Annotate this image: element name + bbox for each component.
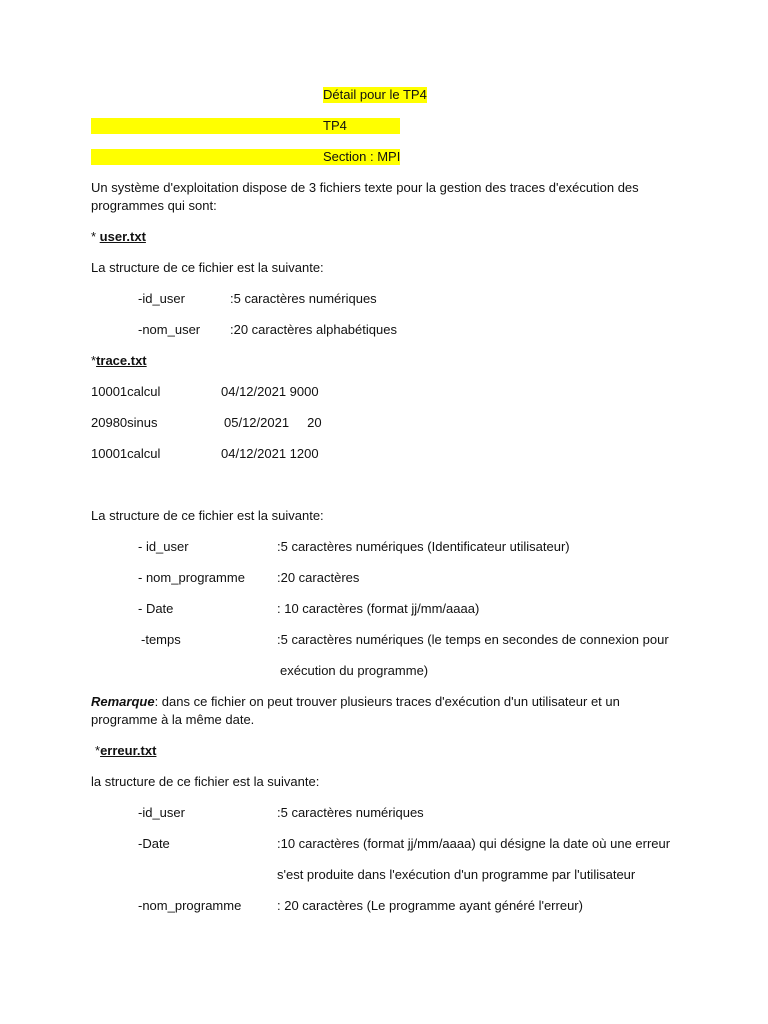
user-file-bullet: * xyxy=(91,229,100,244)
intro-paragraph: Un système d'exploitation dispose de 3 fichiers texte pour la gestion des traces d'exécution des programmes qui sont: xyxy=(91,180,639,213)
trace-field-name: - id_user xyxy=(138,539,189,554)
erreur-field-name: -nom_programme xyxy=(138,898,242,913)
user-field-name: -nom_user xyxy=(138,322,201,337)
trace-structure-intro: La structure de ce fichier est la suivante: xyxy=(91,508,324,523)
erreur-file-bullet: * xyxy=(95,743,101,758)
trace-file-heading xyxy=(91,353,147,369)
trace-record-value: 04/12/2021 1200 xyxy=(221,446,319,461)
trace-field-name: -temps xyxy=(141,632,181,647)
trace-record-value: 05/12/2021 20 xyxy=(224,415,322,430)
user-file-heading xyxy=(91,229,146,245)
trace-file-name: trace.txt xyxy=(96,353,147,368)
trace-field-continuation: exécution du programme) xyxy=(280,663,429,678)
trace-field-desc: :5 caractères numériques (le temps en secondes de connexion pour xyxy=(277,632,669,647)
erreur-field-name: -id_user xyxy=(138,805,185,820)
erreur-field-desc: :10 caractères (format jj/mm/aaaa) qui désigne la date où une erreur xyxy=(277,836,671,851)
user-field-name: -id_user xyxy=(138,291,185,306)
remark-paragraph xyxy=(91,693,681,729)
trace-field-name: - Date xyxy=(138,601,174,616)
erreur-field-name: -Date xyxy=(138,836,170,851)
remark-label: Remarque xyxy=(91,694,155,709)
trace-field-desc: : 10 caractères (format jj/mm/aaaa) xyxy=(277,601,480,616)
user-field-desc: :5 caractères numériques xyxy=(230,291,377,306)
trace-record-value: 04/12/2021 9000 xyxy=(221,384,319,399)
erreur-field-desc: : 20 caractères (Le programme ayant généré l'erreur) xyxy=(277,898,583,913)
doc-title: Détail pour le TP4 xyxy=(323,87,427,102)
user-file-name: user.txt xyxy=(99,229,146,244)
trace-record-key: 10001calcul xyxy=(91,446,161,461)
erreur-field-desc: :5 caractères numériques xyxy=(277,805,424,820)
erreur-field-continuation: s'est produite dans l'exécution d'un programme par l'utilisateur xyxy=(277,867,636,882)
tp-highlight-bar xyxy=(91,118,400,134)
trace-record-key: 10001calcul xyxy=(91,384,161,399)
trace-field-desc: :20 caractères xyxy=(277,570,360,585)
erreur-file-name: erreur.txt xyxy=(100,743,157,758)
user-structure-intro: La structure de ce fichier est la suivante: xyxy=(91,260,324,275)
user-field-desc: :20 caractères alphabétiques xyxy=(230,322,397,337)
trace-record-key: 20980sinus xyxy=(91,415,158,430)
trace-field-desc: :5 caractères numériques (Identificateur utilisateur) xyxy=(277,539,570,554)
erreur-structure-intro: la structure de ce fichier est la suivante: xyxy=(91,774,320,789)
trace-field-name: - nom_programme xyxy=(138,570,245,585)
section-label: Section : MPI xyxy=(323,149,401,164)
trace-file-bullet: * xyxy=(91,353,97,368)
tp-label: TP4 xyxy=(323,118,347,133)
erreur-file-heading xyxy=(95,743,156,759)
remark-text: : dans ce fichier on peut trouver plusieurs traces d'exécution d'un utilisateur et un programme à la même date. xyxy=(91,694,620,727)
